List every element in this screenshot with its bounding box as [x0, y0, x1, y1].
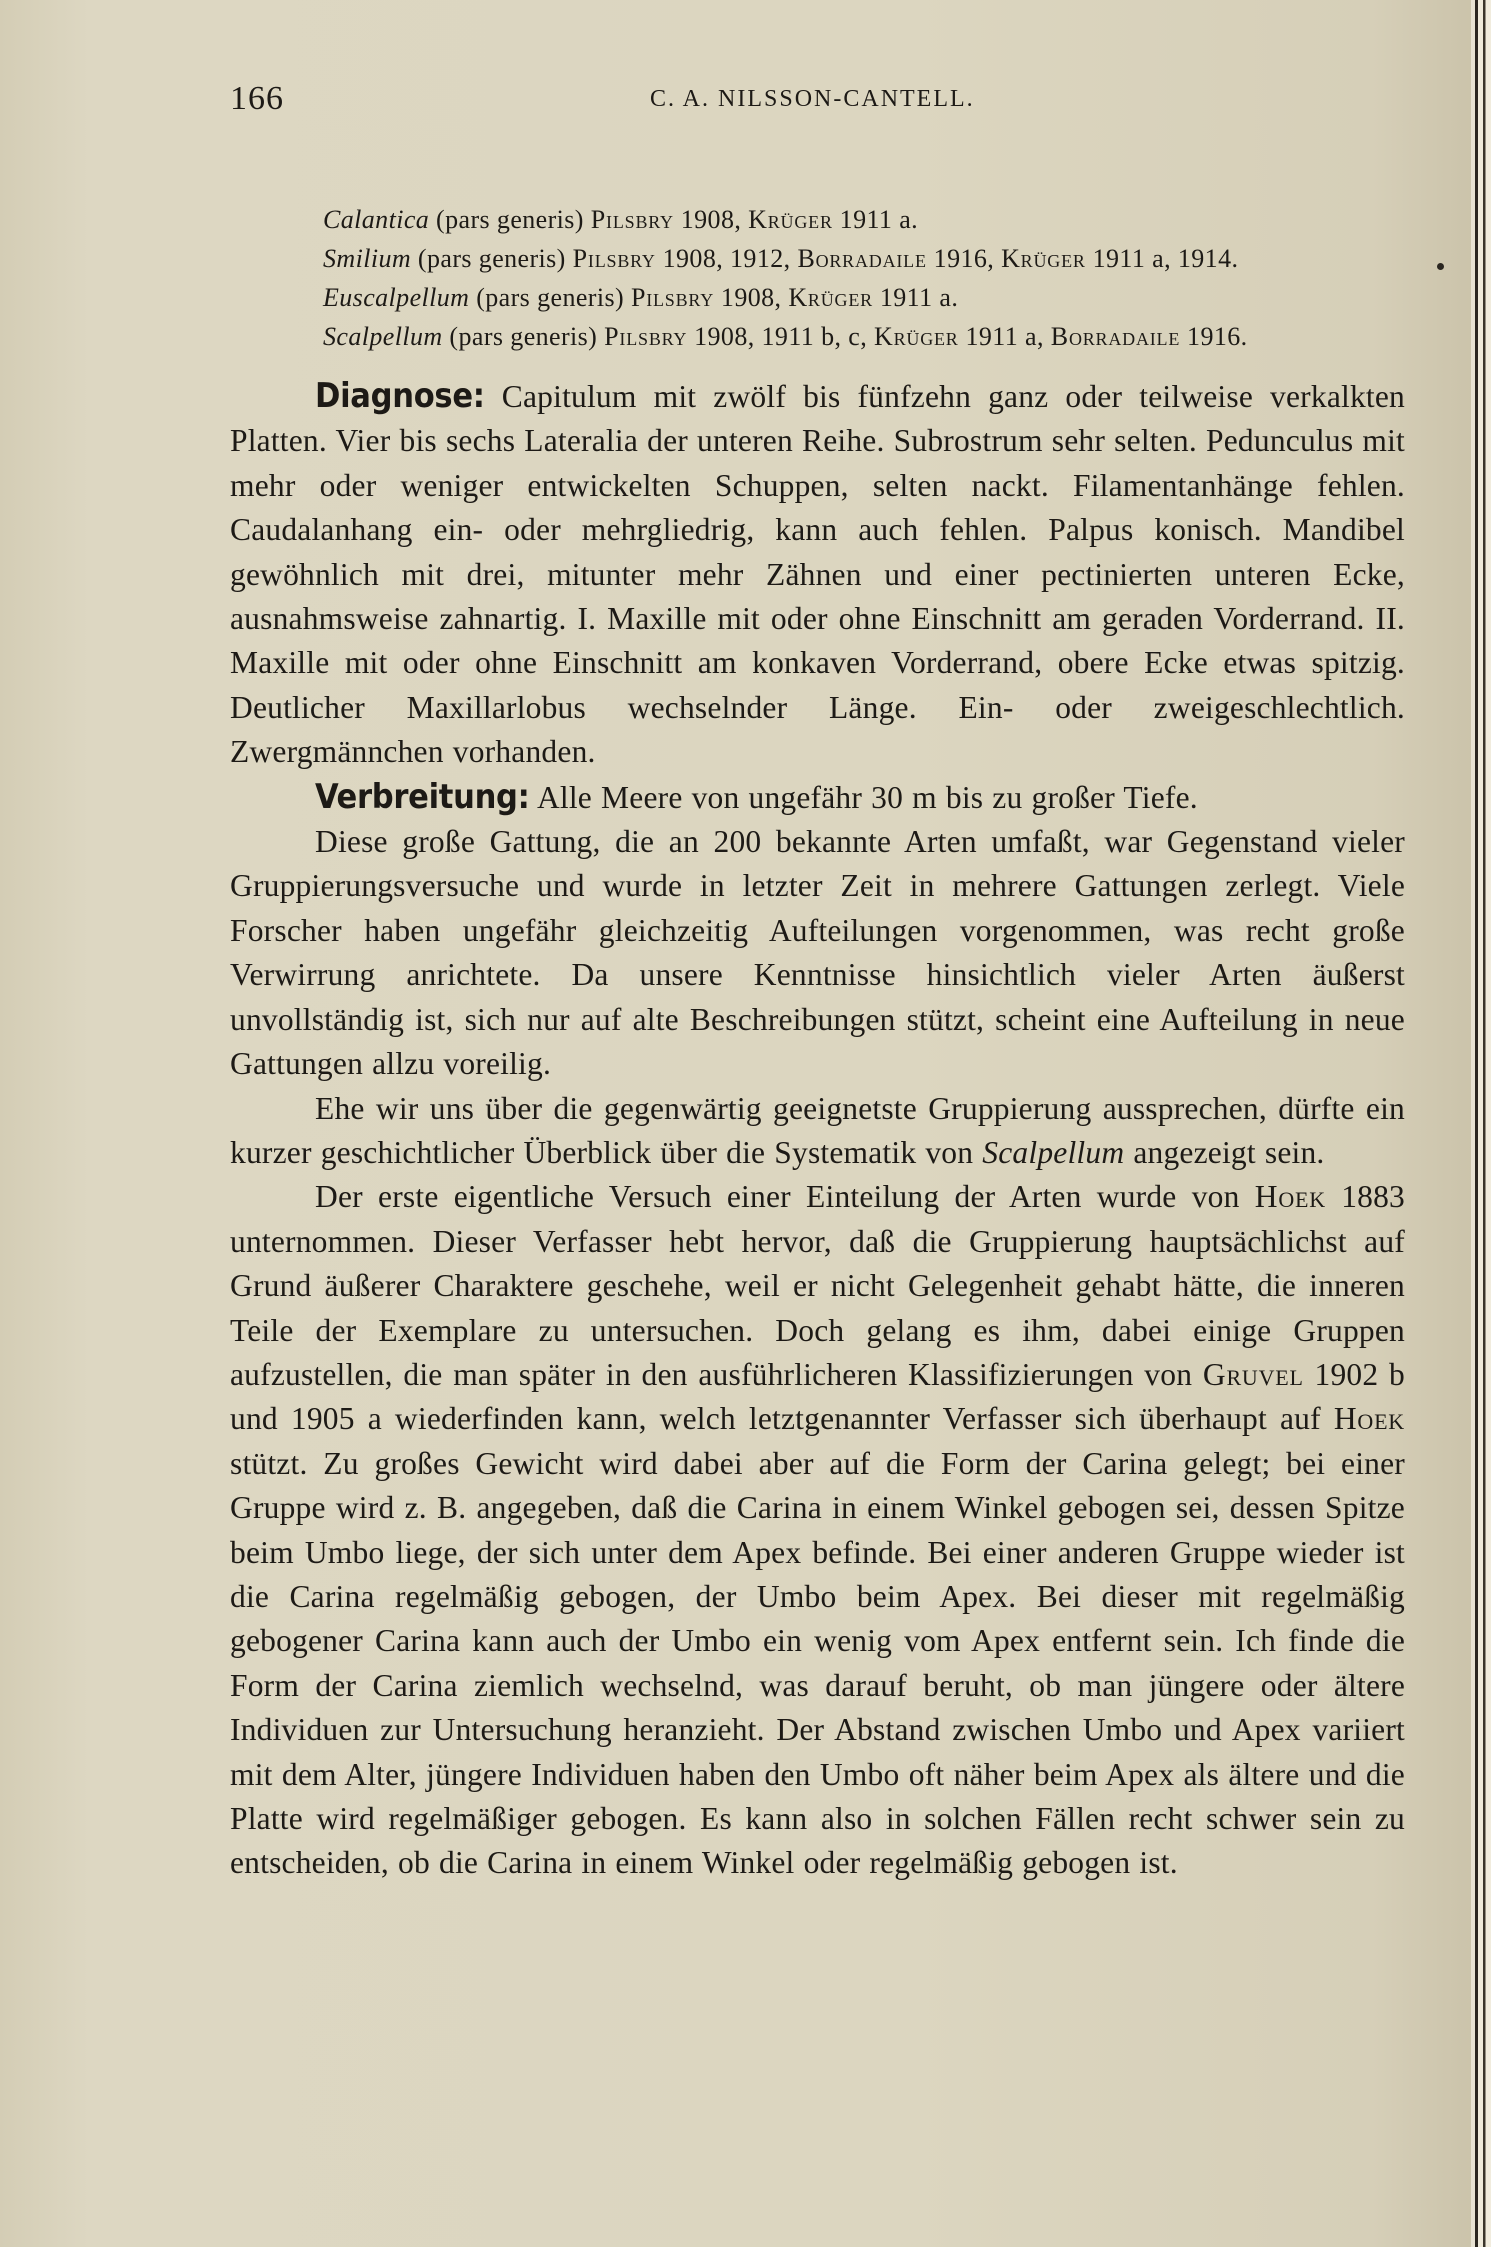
- synonym-text: 1911 a.: [872, 283, 959, 312]
- synonymy-list: [323, 200, 1405, 356]
- author-name: Pilsbry: [604, 322, 688, 351]
- author-name: Pilsbry: [590, 205, 674, 234]
- author-name: Krüger: [874, 322, 959, 351]
- diagnosis-paragraph: [230, 374, 1405, 775]
- synonym-text: (pars generis): [429, 205, 591, 234]
- paragraph-text: 1883 unternommen. Dieser Verfasser hebt hervor, daß die Gruppierung hauptsächlichst auf Grund äußerer Charaktere geschehe, weil er nicht Gelegenheit gehabt hätte, die inneren Teile der Exemplare zu untersuchen. Doch gelang es ihm, dabei einige Gruppen aufzustellen, die man später in den ausführlicheren Klassifizierungen von: [230, 1179, 1405, 1392]
- synonym-entry: [323, 278, 1405, 317]
- genus-name: Euscalpellum: [323, 283, 470, 312]
- synonym-text: 1911 a,: [958, 322, 1051, 351]
- body-text: [230, 374, 1405, 1886]
- synonym-text: (pars generis): [411, 244, 573, 273]
- page-number: 166: [230, 80, 284, 117]
- paragraph: [230, 1087, 1405, 1176]
- synonym-entry: [323, 239, 1405, 278]
- author-name: Borradaile: [797, 244, 927, 273]
- paragraph: [230, 1175, 1405, 1886]
- author-name: Gruvel: [1202, 1356, 1304, 1392]
- distribution-heading: Verbreitung:: [315, 776, 530, 817]
- synonym-text: 1911 a, 1914.: [1085, 244, 1239, 273]
- paragraph-text: Ehe wir uns über die gegenwärtig geeignetste Gruppierung aussprechen, dürfte ein kurzer geschichtlicher Überblick über die Systematik von: [230, 1090, 1405, 1170]
- synonym-text: 1908,: [714, 283, 789, 312]
- synonym-text: 1916.: [1180, 322, 1248, 351]
- author-name: Borradaile: [1050, 322, 1181, 351]
- synonym-text: 1916,: [926, 244, 1002, 273]
- paragraph-text: Der erste eigentliche Versuch einer Einteilung der Arten wurde von: [315, 1179, 1255, 1215]
- genus-name: Smilium: [323, 244, 412, 273]
- author-name: Krüger: [748, 205, 833, 234]
- synonym-entry: [323, 200, 1405, 239]
- paragraph: Diese große Gattung, die an 200 bekannte Arten umfaßt, war Gegenstand vieler Gruppierungsversuche und wurde in letzter Zeit in mehrere Gattungen zerlegt. Viele Forscher haben ungefähr gleichzeitig Aufteilungen vorgenommen, was recht große Verwirrung anrichtete. Da unsere Kenntnisse hinsichtlich vieler Arten äußerst unvollständig ist, sich nur auf alte Beschreibungen stützt, scheint eine Aufteilung in neue Gattungen allzu voreilig.: [230, 824, 1405, 1082]
- diagnosis-text: Capitulum mit zwölf bis fünfzehn ganz oder teilweise verkalkten Platten. Vier bis sechs Lateralia der unteren Reihe. Subrostrum sehr selten. Pedunculus mit mehr oder weniger entwickelten Schuppen, selten nackt. Filamentanhänge fehlen. Caudalanhang ein- oder mehrgliedrig, kann auch fehlen. Palpus konisch. Mandibel gewöhnlich mit drei, mitunter mehr Zähnen und einer pectinierten unteren Ecke, ausnahmsweise zahnartig. I. Maxille mit oder ohne Einschnitt am geraden Vorderrand. II. Maxille mit oder ohne Einschnitt am konkaven Vorderrand, obere Ecke etwas spitzig. Deutlicher Maxillarlobus wechselnder Länge. Ein- oder zweigeschlechtlich. Zwergmännchen vorhanden.: [230, 379, 1405, 770]
- genus-name: Scalpellum: [323, 322, 443, 351]
- synonym-text: 1908,: [673, 205, 749, 234]
- paragraph-text: 1902 b und 1905 a wiederfinden kann, welch letztgenannter Verfasser sich überhaupt auf: [230, 1356, 1405, 1437]
- paragraph-text: angezeigt sein.: [1124, 1134, 1325, 1170]
- page-content: [230, 60, 1405, 1886]
- synonym-text: 1908, 1912,: [655, 244, 798, 273]
- diagnosis-heading: Diagnose:: [315, 376, 485, 416]
- running-title: C. A. NILSSON-CANTELL.: [650, 86, 975, 112]
- author-name: Krüger: [788, 283, 873, 312]
- synonym-entry: [323, 317, 1405, 356]
- ink-spot: [1437, 263, 1444, 270]
- synonym-text: (pars generis): [469, 283, 631, 312]
- paragraph-text: stützt. Zu großes Gewicht wird dabei aber auf die Form der Carina gelegt; bei einer Gruppe wird z. B. angegeben, daß die Carina in einem Winkel gebogen sei, dessen Spitze beim Umbo liege, der sich unter dem Apex befinde. Bei einer anderen Gruppe wieder ist die Carina regelmäßig gebogen, der Umbo beim Apex. Bei dieser mit regelmäßig gebogener Carina kann auch der Umbo ein wenig vom Apex entfernt sein. Ich finde die Form der Carina ziemlich wechselnd, was darauf beruht, ob man jüngere oder ältere Individuen zur Untersuchung heranzieht. Der Abstand zwischen Umbo und Apex variiert mit dem Alter, jüngere Individuen haben den Umbo oft näher beim Apex als ältere und die Platte wird regelmäßiger gebogen. Es kann also in solchen Fällen recht schwer sein zu entscheiden, ob die Carina in einem Winkel oder regelmäßig gebogen ist.: [230, 1445, 1405, 1881]
- author-name: Pilsbry: [572, 244, 656, 273]
- genus-name: Calantica: [323, 205, 430, 234]
- author-name: Hoek: [1254, 1179, 1326, 1215]
- author-name: Pilsbry: [630, 283, 715, 312]
- distribution-text: Alle Meere von ungefähr 30 m bis zu großer Tiefe.: [529, 779, 1198, 815]
- synonym-text: 1908, 1911 b, c,: [687, 322, 875, 351]
- synonym-text: 1911 a.: [832, 205, 919, 234]
- author-name: Krüger: [1001, 244, 1086, 273]
- page-header: [230, 60, 1405, 120]
- author-name: Hoek: [1333, 1401, 1405, 1437]
- page-binding-edge: [1471, 0, 1491, 2247]
- synonym-text: (pars generis): [442, 322, 605, 351]
- distribution-paragraph: [230, 775, 1405, 820]
- genus-name: Scalpellum: [982, 1134, 1125, 1170]
